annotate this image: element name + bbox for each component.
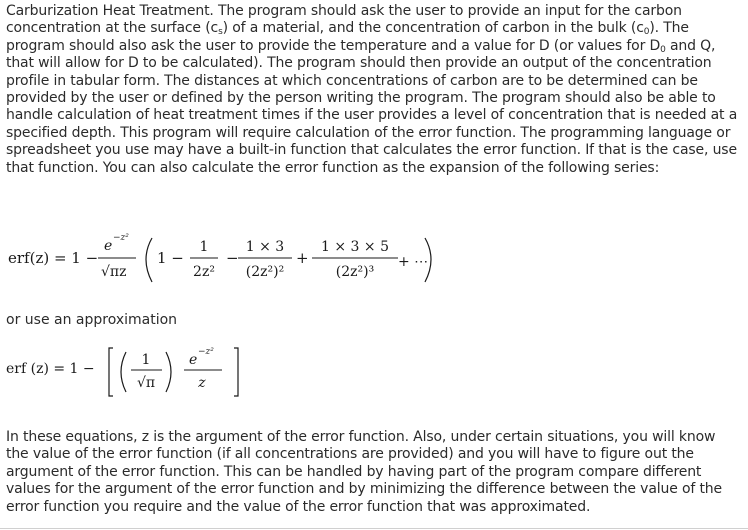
eq1-t3-den: (2z²)³	[335, 264, 375, 280]
eq2-left-bracket	[109, 348, 113, 396]
eq2-frac-num: 1	[141, 352, 151, 368]
bottom-divider	[0, 528, 748, 529]
intro-paragraph: Carburization Heat Treatment. The program should ask the user to provide an input for the carbon concentration at the surface $(c_s)$ of a material, and the concentration of carbon in the bulk $(c_0)$. The program should also ask the user to provide the temperature and a value for D (or values for $D_0$ and Q, that will allow for D to be calculated). The program should then provide an output of the concentration profile in tabular form. The distances at which concentrations of carbon are to be determined can be provided by the user or defined by the person writing the program. The program should also be able to handle calculation of heat treatment times if the user provides a level of concentration that is needed at a specified depth. This program will require calculation of the error function. The programming language or spreadsheet you use may have a built-in function that calculates the error function. If that is the case, use that function. You can also calculate the error function as the expansion of the following series:	[6, 3, 738, 176]
eq1-lhs: erf(z) = 1 −	[8, 249, 99, 267]
eq1-t1-num: 1	[199, 239, 209, 255]
eq1-minus: −	[226, 249, 239, 267]
eq2-lhs: erf (z) = 1 −	[6, 361, 95, 377]
eq2-frac-den: √π	[136, 375, 156, 391]
eq1-exp-sup: −z²	[113, 233, 129, 243]
eq1-t2-num: 1 × 3	[245, 239, 285, 255]
eq2-exp-base: e	[189, 352, 198, 368]
eq1-tail: + ⋯	[398, 254, 429, 270]
eq1-t1-den: 2z²	[193, 264, 215, 280]
eq2-right-bracket	[234, 348, 238, 396]
approximation-label: or use an approximation	[6, 312, 178, 328]
eq1-exp-base: e	[104, 238, 113, 254]
eq2-exp-sup: −z²	[198, 347, 214, 357]
eq1-one-minus: 1 −	[157, 249, 184, 267]
eq2-exp-den: z	[198, 375, 206, 391]
eq1-plus: +	[296, 249, 309, 267]
closing-paragraph: In these equations, z is the argument of the error function. Also, under certain situations, you will know the value of the error function (if all concentrations are provided) and you will have to figure out the argument of the error function. This can be handled by having part of the program compare different values for the argument of the error function and by minimizing the difference between the value of the error function you require and the value of the error function that was approximated.	[6, 429, 722, 515]
eq1-left-paren	[146, 238, 152, 282]
eq1-t3-num: 1 × 3 × 5	[321, 239, 389, 255]
error-function-series-equation	[6, 226, 746, 292]
eq2-left-paren	[121, 352, 126, 392]
eq2-right-paren	[166, 352, 171, 392]
error-function-approximation-equation	[6, 340, 306, 400]
intro-title: Carburization Heat Treatment.	[6, 3, 214, 19]
eq1-t2-den: (2z²)²	[245, 264, 285, 280]
eq1-exp-den: √πz	[101, 264, 127, 280]
